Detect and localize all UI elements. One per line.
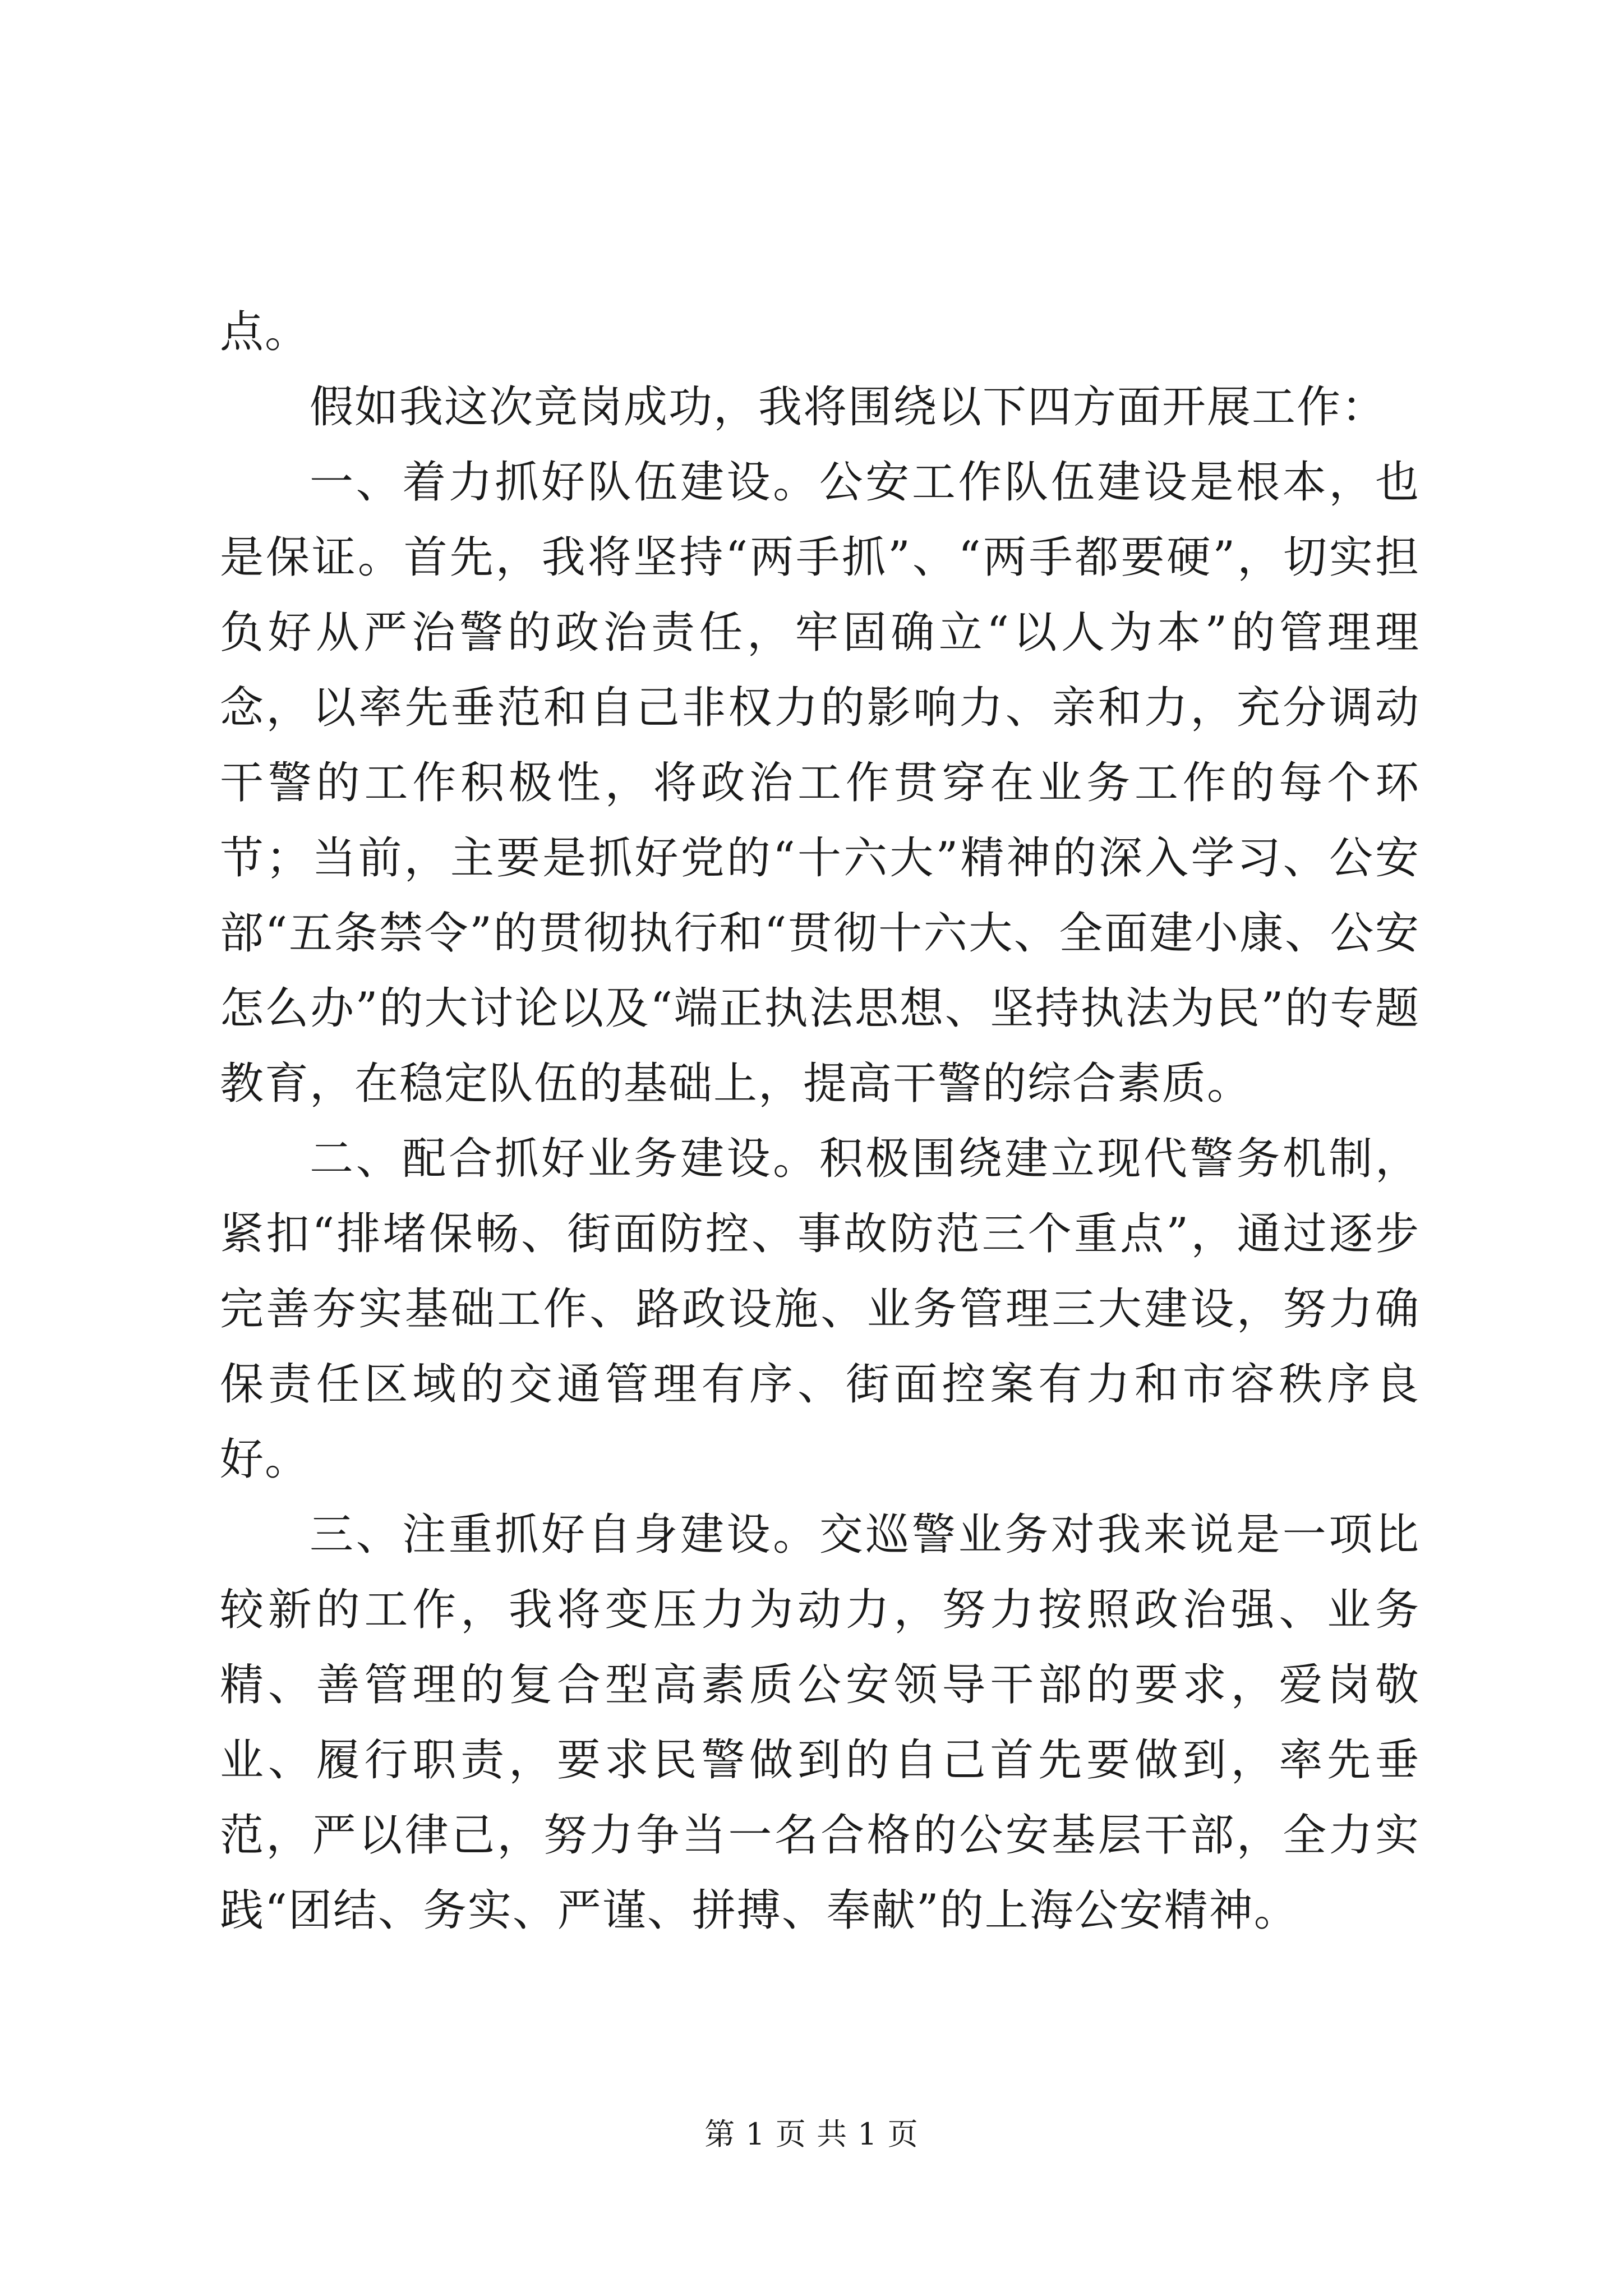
page-footer: 第 1 页 共 1 页 bbox=[704, 2116, 919, 2152]
document-body bbox=[220, 295, 1420, 1948]
paragraph-intro: 假如我这次竞岗成功，我将围绕以下四方面开展工作： bbox=[310, 382, 1387, 432]
paragraph-team-building: 一、着力抓好队伍建设。公安工作队伍建设是根本，也是保证。首先，我将坚持“两手抓”、“两手都要硬”，切实担负好从严治警的政治责任，牢固确立“以人为本”的管理理念，以率先垂范和自己非权力的影响力、亲和力，充分调动干警的工作积极性，将政治工作贯穿在业务工作的每个环节；当前，主要是抓好党的“十六大”精神的深入学习、公安部“五条禁令”的贯彻执行和“贯彻十六大、全面建小康、公安怎么办”的大讨论以及“端正执法思想、坚持执法为民”的专题教育，在稳定队伍的基础上，提高干警的综合素质。 bbox=[220, 457, 1420, 1109]
paragraph-self-building: 三、注重抓好自身建设。交巡警业务对我来说是一项比较新的工作，我将变压力为动力，努力按照政治强、业务精、善管理的复合型高素质公安领导干部的要求，爱岗敬业、履行职责，要求民警做到的自己首先要做到，率先垂范，严以律己，努力争当一名合格的公安基层干部，全力实践“团结、务实、严谨、拼搏、奉献”的上海公安精神。 bbox=[220, 1510, 1420, 1936]
paragraph-continuation: 点。 bbox=[220, 307, 310, 357]
paragraph-business-building: 二、配合抓好业务建设。积极围绕建立现代警务机制，紧扣“排堵保畅、街面防控、事故防范三个重点”，通过逐步完善夯实基础工作、路政设施、业务管理三大建设，努力确保责任区域的交通管理有序、街面控案有力和市容秩序良好。 bbox=[220, 1134, 1420, 1485]
